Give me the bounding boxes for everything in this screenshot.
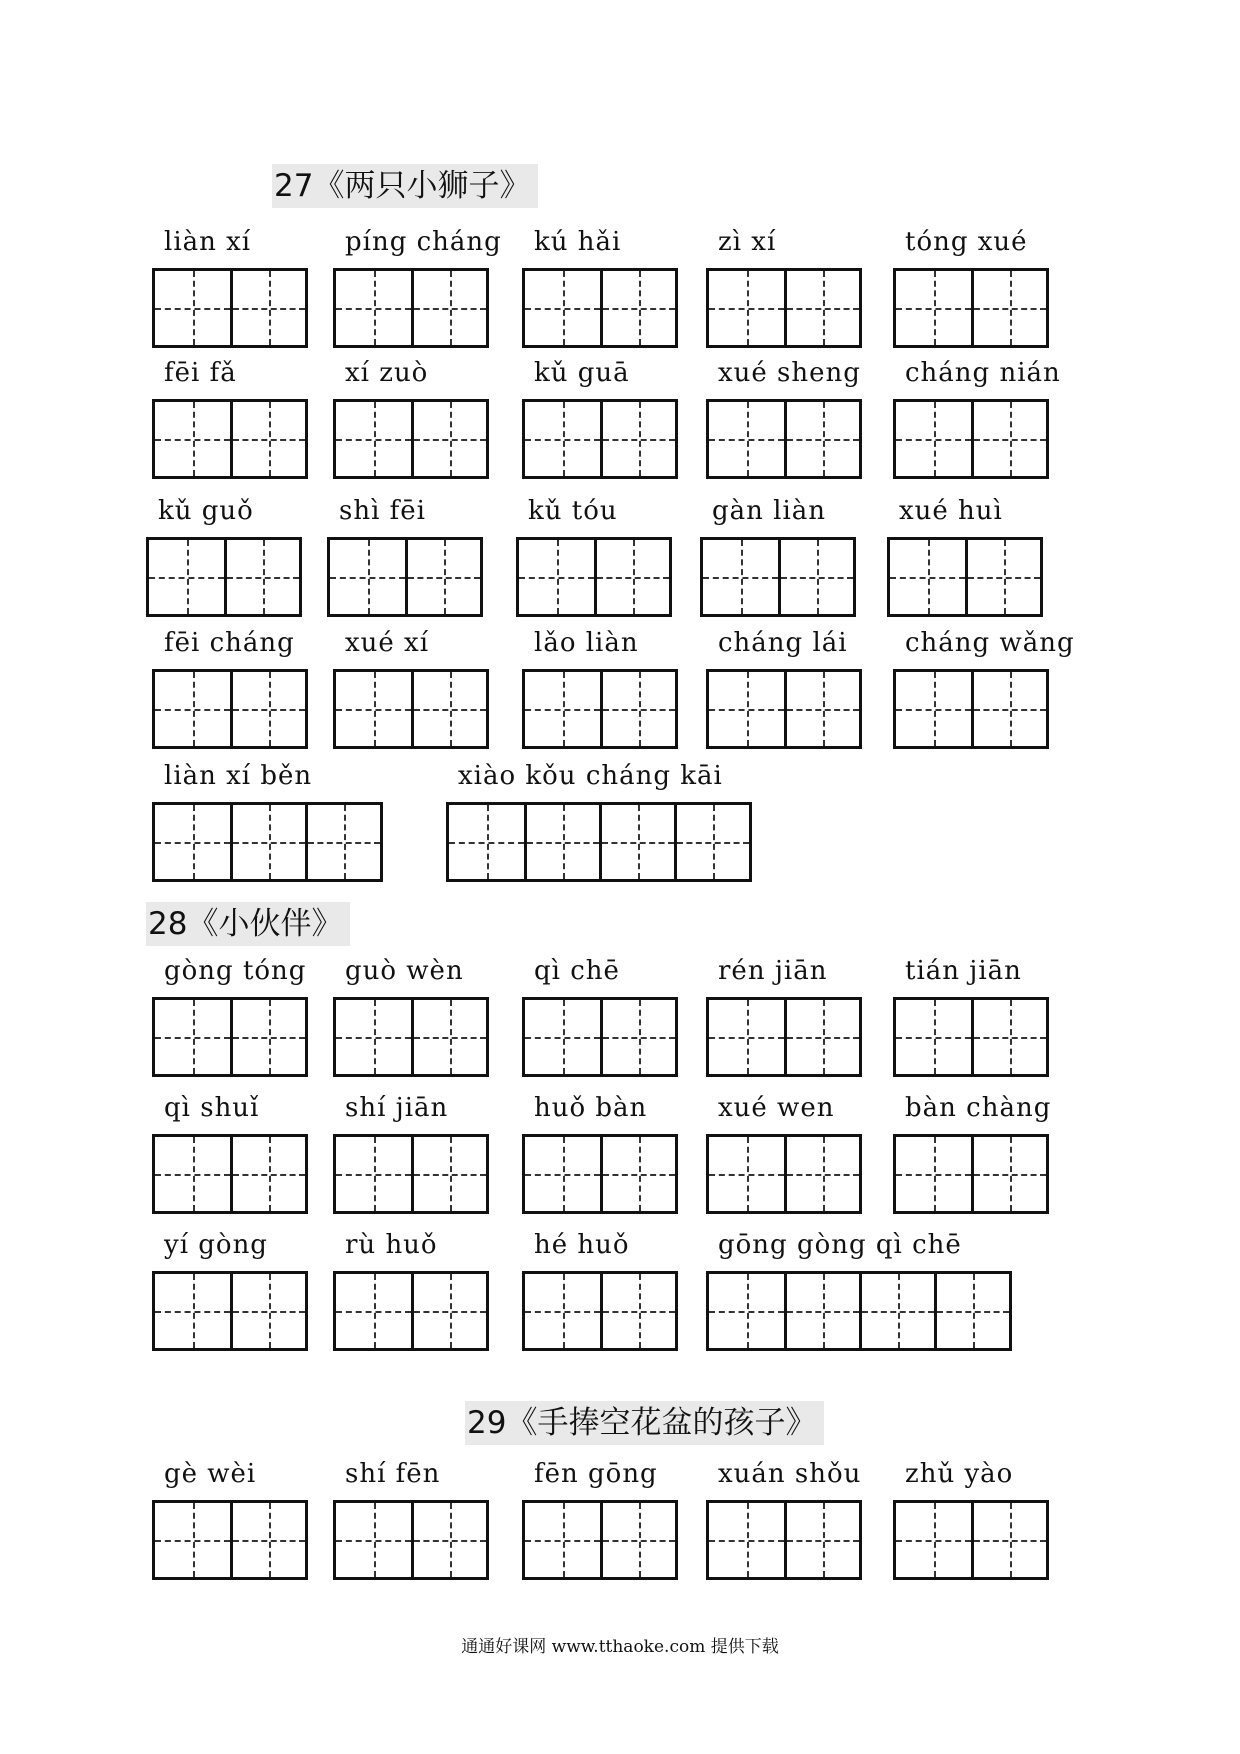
writing-grid[interactable] xyxy=(333,997,489,1077)
tianzige-cell[interactable] xyxy=(971,271,1046,345)
pinyin-label: zhǔ yào xyxy=(905,1459,1014,1489)
tianzige-cell[interactable] xyxy=(155,1274,230,1348)
tianzige-cell[interactable] xyxy=(965,540,1040,614)
pinyin-label: kǔ guā xyxy=(534,358,630,388)
writing-grid[interactable] xyxy=(522,1134,678,1214)
pinyin-label: huǒ bàn xyxy=(534,1093,648,1123)
tianzige-cell[interactable] xyxy=(784,402,859,476)
writing-grid[interactable] xyxy=(893,268,1049,348)
writing-grid[interactable] xyxy=(333,1134,489,1214)
writing-grid[interactable] xyxy=(146,537,302,617)
writing-grid[interactable] xyxy=(516,537,672,617)
tianzige-cell[interactable] xyxy=(230,672,305,746)
pinyin-label: shí jiān xyxy=(345,1093,449,1123)
tianzige-cell[interactable] xyxy=(674,805,749,879)
tianzige-cell[interactable] xyxy=(709,1274,784,1348)
tianzige-cell[interactable] xyxy=(525,1137,600,1211)
tianzige-cell[interactable] xyxy=(784,1137,859,1211)
tianzige-cell[interactable] xyxy=(600,271,675,345)
tianzige-cell[interactable] xyxy=(230,1000,305,1074)
tianzige-cell[interactable] xyxy=(155,672,230,746)
writing-grid[interactable] xyxy=(333,669,489,749)
tianzige-cell[interactable] xyxy=(600,1503,675,1577)
writing-grid[interactable] xyxy=(893,1134,1049,1214)
tianzige-cell[interactable] xyxy=(709,672,784,746)
pinyin-label: bàn chàng xyxy=(905,1093,1052,1123)
writing-grid[interactable] xyxy=(152,802,383,882)
tianzige-cell[interactable] xyxy=(709,402,784,476)
section-title-1: 27《两只小狮子》 xyxy=(272,164,538,208)
tianzige-cell[interactable] xyxy=(859,1274,934,1348)
tianzige-cell[interactable] xyxy=(934,1274,1009,1348)
pinyin-label: gòng tóng xyxy=(164,956,307,986)
writing-grid[interactable] xyxy=(887,537,1043,617)
tianzige-cell[interactable] xyxy=(524,805,599,879)
tianzige-cell[interactable] xyxy=(784,1503,859,1577)
pinyin-label: rén jiān xyxy=(718,956,828,986)
tianzige-cell[interactable] xyxy=(411,1137,486,1211)
tianzige-cell[interactable] xyxy=(784,672,859,746)
tianzige-cell[interactable] xyxy=(971,1000,1046,1074)
pinyin-label: xiào kǒu cháng kāi xyxy=(458,761,723,791)
pinyin-label: xué wen xyxy=(718,1093,835,1123)
writing-grid[interactable] xyxy=(152,1500,308,1580)
tianzige-cell[interactable] xyxy=(896,1000,971,1074)
pinyin-label: xuán shǒu xyxy=(718,1459,862,1489)
writing-grid[interactable] xyxy=(706,399,862,479)
pinyin-label: fēi fǎ xyxy=(164,358,237,388)
pinyin-label: píng cháng xyxy=(345,227,502,257)
tianzige-cell[interactable] xyxy=(411,1274,486,1348)
writing-grid[interactable] xyxy=(152,1271,308,1351)
pinyin-label: qì chē xyxy=(534,956,620,986)
pinyin-label: cháng nián xyxy=(905,358,1061,388)
writing-grid[interactable] xyxy=(700,537,856,617)
tianzige-cell[interactable] xyxy=(971,1503,1046,1577)
writing-grid[interactable] xyxy=(327,537,483,617)
tianzige-cell[interactable] xyxy=(896,271,971,345)
writing-grid[interactable] xyxy=(893,399,1049,479)
pinyin-label: guò wèn xyxy=(345,956,464,986)
pinyin-label: rù huǒ xyxy=(345,1230,438,1260)
pinyin-label: cháng wǎng xyxy=(905,628,1075,658)
tianzige-cell[interactable] xyxy=(336,271,411,345)
pinyin-label: shì fēi xyxy=(339,496,426,526)
tianzige-cell[interactable] xyxy=(230,271,305,345)
tianzige-cell[interactable] xyxy=(336,1503,411,1577)
writing-grid[interactable] xyxy=(522,1271,678,1351)
tianzige-cell[interactable] xyxy=(709,271,784,345)
writing-grid[interactable] xyxy=(893,997,1049,1077)
pinyin-label: kú hǎi xyxy=(534,227,622,257)
writing-grid[interactable] xyxy=(706,268,862,348)
tianzige-cell[interactable] xyxy=(411,271,486,345)
writing-grid[interactable] xyxy=(446,802,752,882)
tianzige-cell[interactable] xyxy=(703,540,778,614)
section-title-2: 28《小伙伴》 xyxy=(146,902,350,946)
pinyin-label: gè wèi xyxy=(164,1459,257,1489)
pinyin-label: kǔ guǒ xyxy=(158,496,254,526)
pinyin-label: fēi cháng xyxy=(164,628,295,658)
writing-grid[interactable] xyxy=(893,669,1049,749)
writing-grid[interactable] xyxy=(333,268,489,348)
tianzige-cell[interactable] xyxy=(411,1503,486,1577)
tianzige-cell[interactable] xyxy=(230,1274,305,1348)
tianzige-cell[interactable] xyxy=(305,805,380,879)
pinyin-label: xí zuò xyxy=(345,358,429,388)
pinyin-label: xué xí xyxy=(345,628,430,658)
pinyin-label: xué huì xyxy=(899,496,1003,526)
tianzige-cell[interactable] xyxy=(709,1000,784,1074)
pinyin-label: liàn xí xyxy=(164,227,252,257)
tianzige-cell[interactable] xyxy=(330,540,405,614)
tianzige-cell[interactable] xyxy=(600,1137,675,1211)
tianzige-cell[interactable] xyxy=(600,1000,675,1074)
tianzige-cell[interactable] xyxy=(155,1503,230,1577)
tianzige-cell[interactable] xyxy=(971,1137,1046,1211)
writing-grid[interactable] xyxy=(333,1500,489,1580)
pinyin-label: xué sheng xyxy=(718,358,861,388)
writing-grid[interactable] xyxy=(522,669,678,749)
writing-grid[interactable] xyxy=(522,1500,678,1580)
writing-grid[interactable] xyxy=(152,997,308,1077)
tianzige-cell[interactable] xyxy=(230,1503,305,1577)
tianzige-cell[interactable] xyxy=(155,1137,230,1211)
footer-credit: 通通好课网 www.tthaoke.com 提供下载 xyxy=(461,1637,779,1657)
tianzige-cell[interactable] xyxy=(405,540,480,614)
tianzige-cell[interactable] xyxy=(411,402,486,476)
writing-grid[interactable] xyxy=(706,669,862,749)
writing-grid[interactable] xyxy=(333,1271,489,1351)
tianzige-cell[interactable] xyxy=(525,271,600,345)
tianzige-cell[interactable] xyxy=(336,1000,411,1074)
tianzige-cell[interactable] xyxy=(896,672,971,746)
tianzige-cell[interactable] xyxy=(230,402,305,476)
writing-grid[interactable] xyxy=(706,1500,862,1580)
writing-grid[interactable] xyxy=(522,399,678,479)
writing-grid[interactable] xyxy=(706,997,862,1077)
pinyin-label: lǎo liàn xyxy=(534,628,639,658)
tianzige-cell[interactable] xyxy=(600,1274,675,1348)
pinyin-label: tóng xué xyxy=(905,227,1028,257)
tianzige-cell[interactable] xyxy=(336,1274,411,1348)
pinyin-label: tián jiān xyxy=(905,956,1022,986)
pinyin-label: zì xí xyxy=(718,227,777,257)
writing-grid[interactable] xyxy=(522,997,678,1077)
tianzige-cell[interactable] xyxy=(971,402,1046,476)
writing-grid[interactable] xyxy=(152,399,308,479)
tianzige-cell[interactable] xyxy=(525,1503,600,1577)
tianzige-cell[interactable] xyxy=(709,1137,784,1211)
pinyin-label: kǔ tóu xyxy=(528,496,618,526)
tianzige-cell[interactable] xyxy=(149,540,224,614)
tianzige-cell[interactable] xyxy=(449,805,524,879)
tianzige-cell[interactable] xyxy=(525,672,600,746)
tianzige-cell[interactable] xyxy=(896,1503,971,1577)
pinyin-label: cháng lái xyxy=(718,628,848,658)
tianzige-cell[interactable] xyxy=(709,1503,784,1577)
pinyin-label: fēn gōng xyxy=(534,1459,658,1489)
tianzige-cell[interactable] xyxy=(594,540,669,614)
writing-grid[interactable] xyxy=(152,268,308,348)
tianzige-cell[interactable] xyxy=(155,402,230,476)
pinyin-label: hé huǒ xyxy=(534,1230,630,1260)
pinyin-label: gàn liàn xyxy=(712,496,827,526)
tianzige-cell[interactable] xyxy=(599,805,674,879)
pinyin-label: gōng gòng qì chē xyxy=(718,1230,962,1260)
tianzige-cell[interactable] xyxy=(525,402,600,476)
tianzige-cell[interactable] xyxy=(336,672,411,746)
writing-grid[interactable] xyxy=(522,268,678,348)
writing-grid[interactable] xyxy=(706,1134,862,1214)
tianzige-cell[interactable] xyxy=(224,540,299,614)
tianzige-cell[interactable] xyxy=(600,402,675,476)
writing-grid[interactable] xyxy=(152,669,308,749)
tianzige-cell[interactable] xyxy=(890,540,965,614)
tianzige-cell[interactable] xyxy=(155,805,230,879)
tianzige-cell[interactable] xyxy=(971,672,1046,746)
tianzige-cell[interactable] xyxy=(155,271,230,345)
writing-grid[interactable] xyxy=(333,399,489,479)
tianzige-cell[interactable] xyxy=(525,1274,600,1348)
pinyin-label: liàn xí běn xyxy=(164,761,313,791)
tianzige-cell[interactable] xyxy=(600,672,675,746)
tianzige-cell[interactable] xyxy=(896,402,971,476)
tianzige-cell[interactable] xyxy=(519,540,594,614)
pinyin-label: qì shuǐ xyxy=(164,1093,260,1123)
writing-grid[interactable] xyxy=(152,1134,308,1214)
tianzige-cell[interactable] xyxy=(230,805,305,879)
tianzige-cell[interactable] xyxy=(336,402,411,476)
tianzige-cell[interactable] xyxy=(411,672,486,746)
tianzige-cell[interactable] xyxy=(778,540,853,614)
writing-grid[interactable] xyxy=(893,1500,1049,1580)
tianzige-cell[interactable] xyxy=(784,1274,859,1348)
tianzige-cell[interactable] xyxy=(784,1000,859,1074)
pinyin-label: shí fēn xyxy=(345,1459,441,1489)
pinyin-label: yí gòng xyxy=(164,1230,268,1260)
tianzige-cell[interactable] xyxy=(336,1137,411,1211)
tianzige-cell[interactable] xyxy=(896,1137,971,1211)
tianzige-cell[interactable] xyxy=(155,1000,230,1074)
tianzige-cell[interactable] xyxy=(230,1137,305,1211)
writing-grid[interactable] xyxy=(706,1271,1012,1351)
tianzige-cell[interactable] xyxy=(525,1000,600,1074)
tianzige-cell[interactable] xyxy=(784,271,859,345)
tianzige-cell[interactable] xyxy=(411,1000,486,1074)
section-title-3: 29《手捧空花盆的孩子》 xyxy=(465,1401,824,1445)
